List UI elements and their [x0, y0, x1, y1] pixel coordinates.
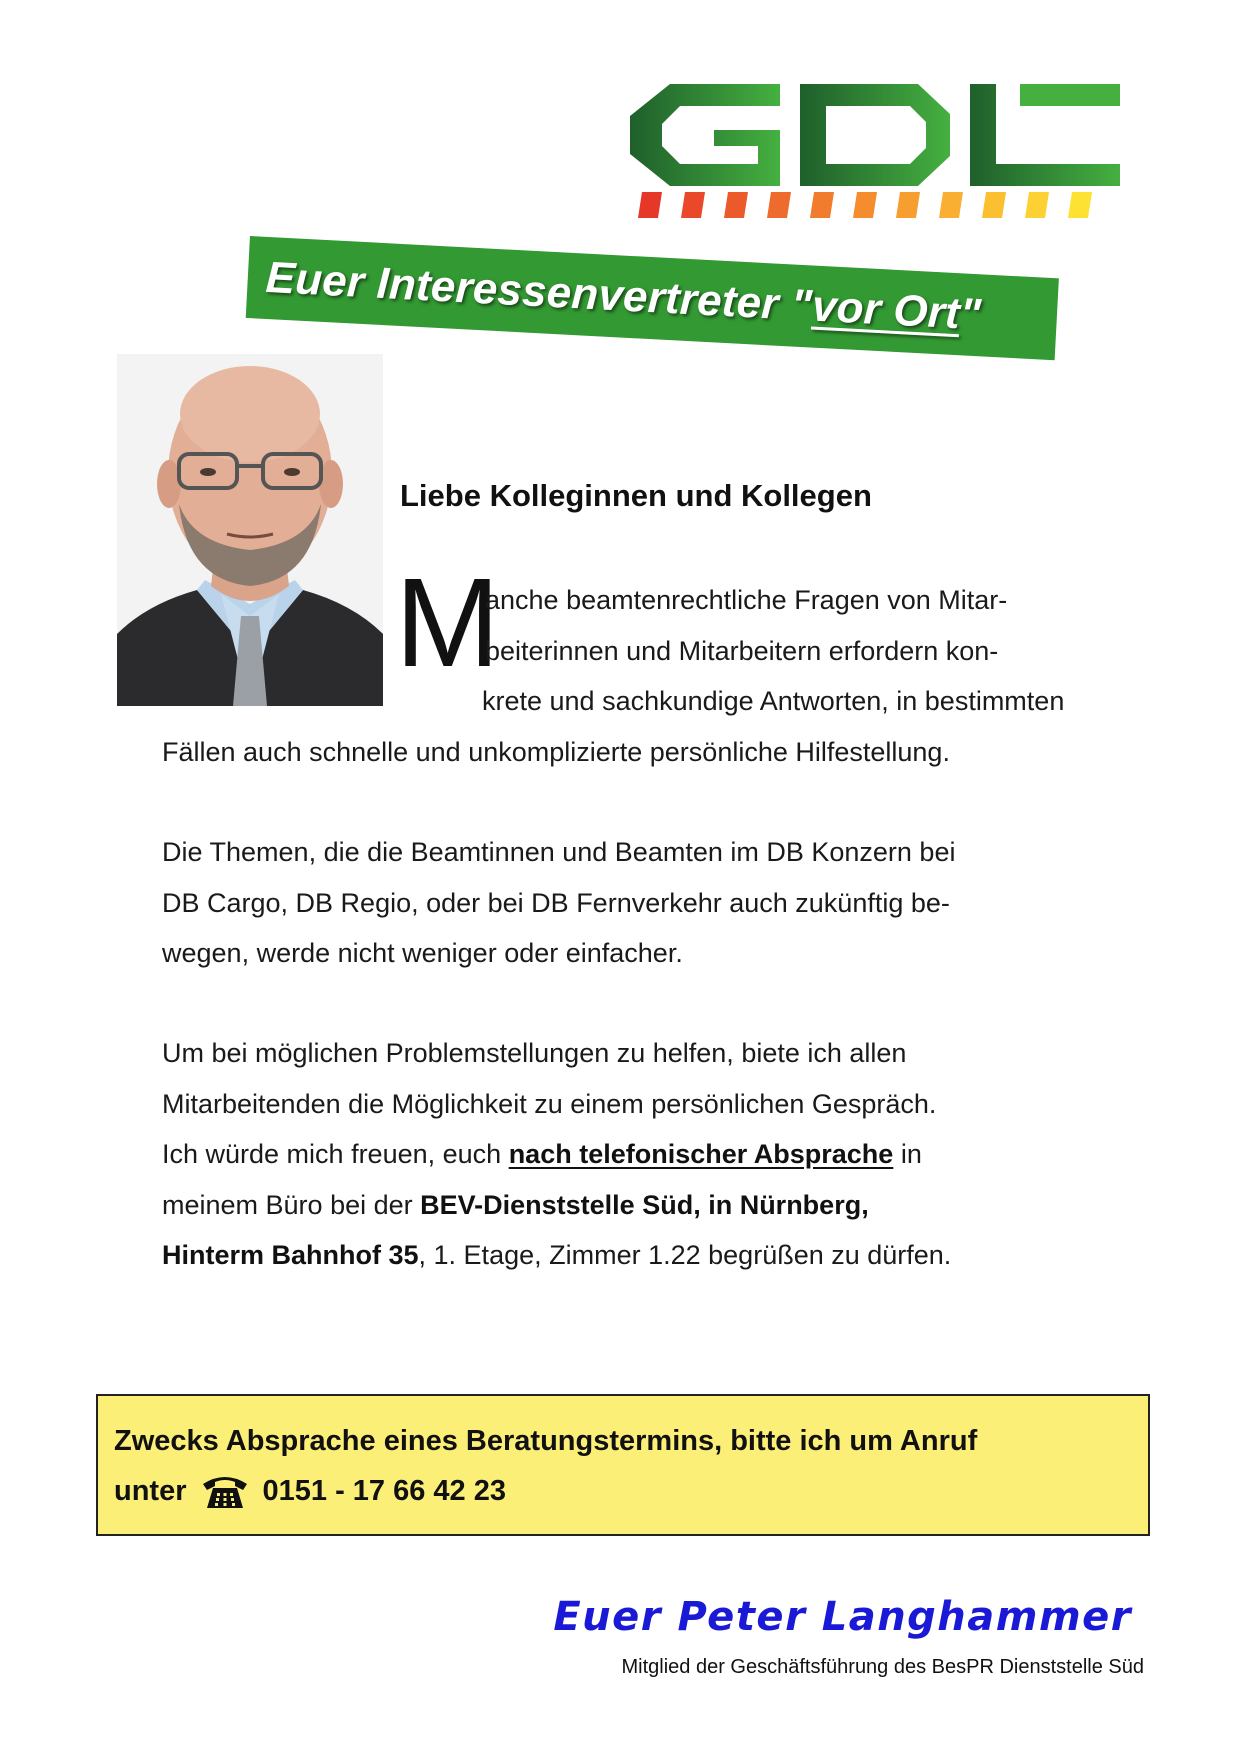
- drop-cap: M: [395, 552, 500, 693]
- headline-underlined: vor Ort: [810, 281, 962, 339]
- offer-line-1: Um bei möglichen Problemstellungen zu helfen, biete ich allen: [162, 1038, 907, 1068]
- gdl-logo: [630, 84, 1120, 220]
- topics-line-3: wegen, werde nicht weniger oder einfacher.: [162, 938, 683, 968]
- topics-line-2: DB Cargo, DB Regio, oder bei DB Fernverkehr auch zukünftig be-: [162, 887, 950, 918]
- callout-line-2: [114, 1466, 1148, 1516]
- headline-text: Euer Interessenvertreter "vor Ort": [264, 252, 983, 340]
- intro-line-2: beiterinnen und Mitarbeitern erfordern kon-: [485, 635, 999, 666]
- paragraph-intro: [162, 575, 1102, 777]
- signature-role: Mitglied der Geschäftsführung des BesPR Dienststelle Süd: [621, 1656, 1144, 1678]
- contact-callout: [96, 1394, 1150, 1536]
- callout-unter: unter: [114, 1475, 187, 1507]
- offer-line-5: Hinterm Bahnhof 35, 1. Etage, Zimmer 1.22 begrüßen zu dürfen.: [162, 1240, 952, 1270]
- office-street: Hinterm Bahnhof 35: [162, 1240, 419, 1270]
- callout-line-1: Zwecks Absprache eines Beratungstermins, bitte ich um Anruf: [114, 1425, 978, 1457]
- intro-line-4: Fällen auch schnelle und unkomplizierte persönliche Hilfestellung.: [162, 736, 950, 767]
- greeting-heading: Liebe Kolleginnen und Kollegen: [400, 478, 872, 513]
- offer-line-3: Ich würde mich freuen, euch nach telefonischer Absprache in: [162, 1139, 922, 1169]
- gdl-logo-graphic: [630, 84, 1120, 220]
- signature-name: Euer Peter Langhammer: [553, 1594, 1132, 1640]
- logo-stripes: [638, 192, 1092, 218]
- phone-appointment-emphasis: nach telefonischer Absprache: [508, 1139, 894, 1169]
- offer-line-4: meinem Büro bei der BEV-Dienststelle Süd, in Nürnberg,: [162, 1189, 869, 1220]
- offer-line-2: Mitarbeitenden die Möglichkeit zu einem persönlichen Gespräch.: [162, 1088, 937, 1119]
- office-location: BEV-Dienststelle Süd, in Nürnberg,: [420, 1189, 869, 1220]
- intro-line-3: krete und sachkundige Antworten, in bestimmten: [482, 686, 1065, 716]
- telephone-icon: [201, 1472, 249, 1510]
- topics-line-1: Die Themen, die die Beamtinnen und Beamten im DB Konzern bei: [162, 837, 956, 867]
- intro-line-1: anche beamtenrechtliche Fragen von Mitar-: [485, 585, 1008, 615]
- paragraph-offer: [162, 1028, 1102, 1281]
- headline-banner: [246, 236, 1059, 360]
- paragraph-topics: [162, 827, 1102, 979]
- phone-number[interactable]: 0151 - 17 66 42 23: [262, 1475, 506, 1507]
